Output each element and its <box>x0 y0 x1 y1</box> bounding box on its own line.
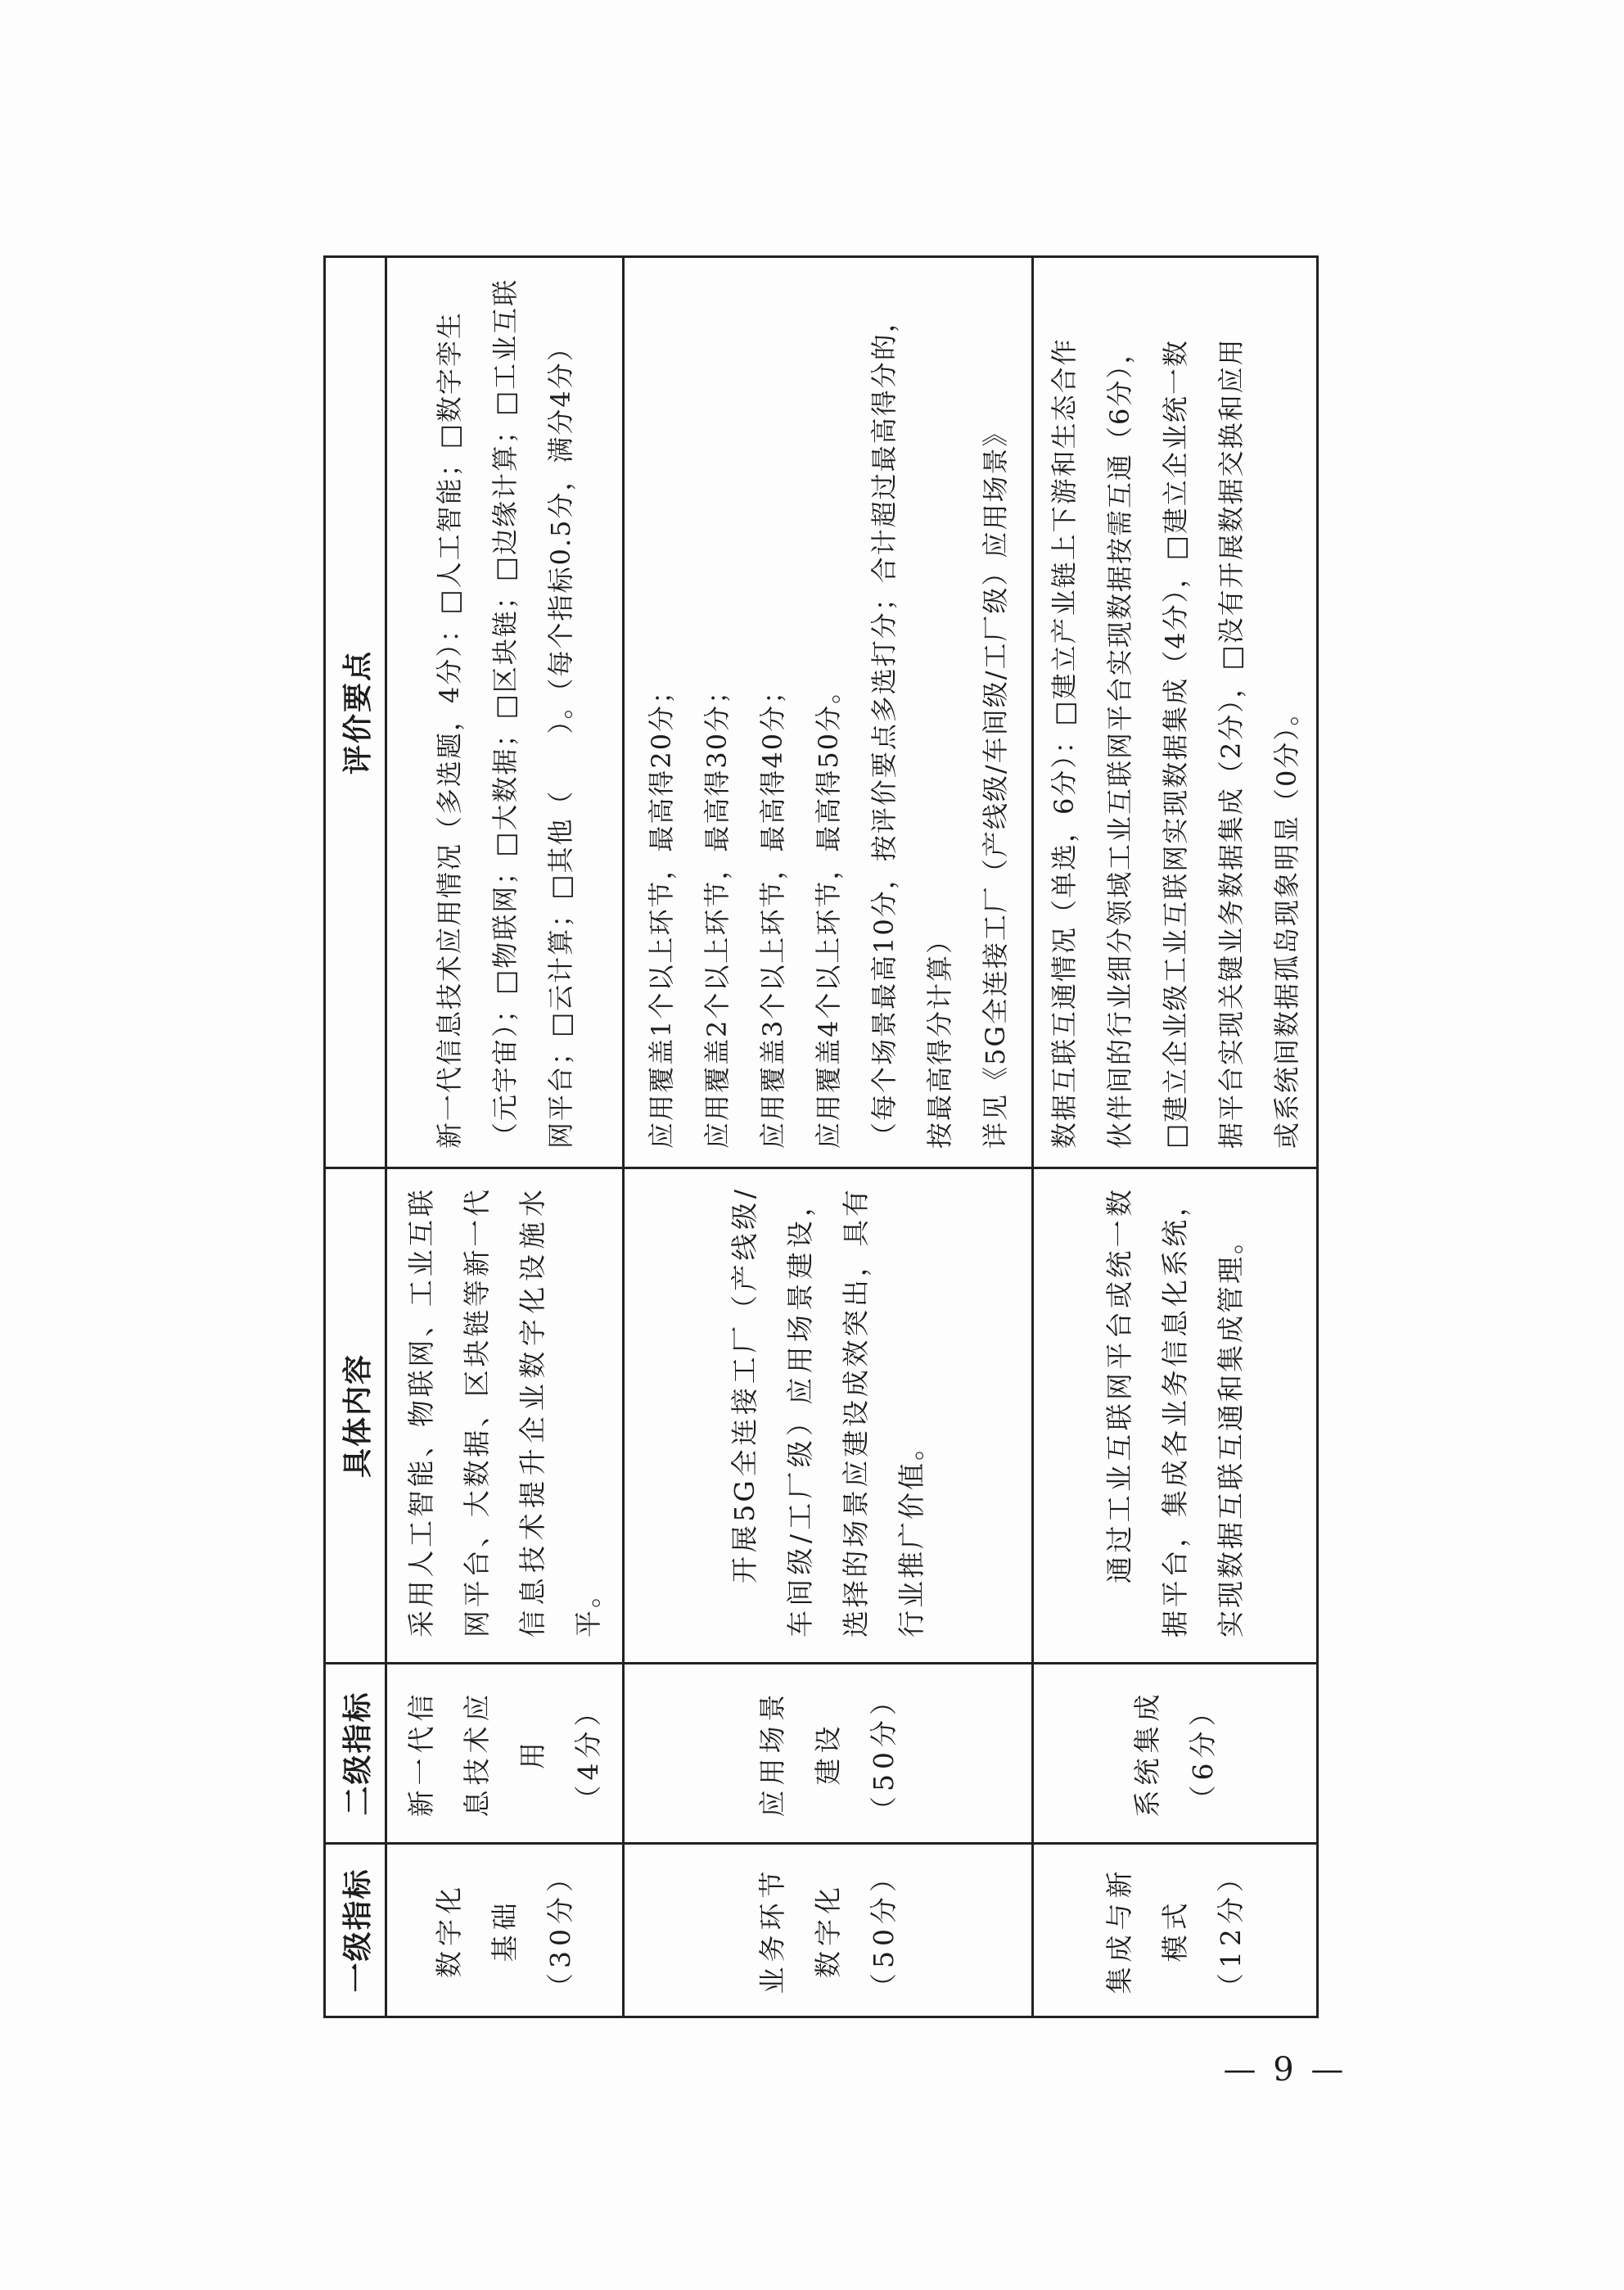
row1-level2: 新一代信 息技术应 用 （4分） <box>386 1664 624 1844</box>
evaluation-table <box>323 255 1319 2018</box>
row3-content: 通过工业互联网平台或统一数据平台，集成各业务信息化系统，实现数据互联互通和集成管理。 <box>1033 1168 1318 1664</box>
page-number: — 9 — <box>1223 2051 1347 2089</box>
table-row <box>386 257 624 2017</box>
row1-level1: 数字化 基础 （30分） <box>386 1844 624 2017</box>
table-row <box>1033 257 1318 2017</box>
row2-points: 应用覆盖1个以上环节，最高得20分； 应用覆盖2个以上环节，最高得30分； 应用覆盖3个以上环节，最高得40分； 应用覆盖4个以上环节，最高得50分。 （每个场景最高10分，按评价要点多选打分；合计超过最高得分的， 按最高得分计算） 详见《5G全连接工厂（产线级/车间级/工厂级）应用场景》 <box>624 257 1033 1168</box>
row3-points: 数据互联互通情况（单选，6分）：□建立产业链上下游和生态合作 伙伴间的行业细分领域工业互联网平台实现数据按需互通（6分）， □建立企业级工业互联网实现数据集成（4分），□建立企业统一数 据平台实现关键业务数据集成（2分），□没有开展数据交换和应用 或系统间数据孤岛现象明显（0分）。 <box>1033 257 1318 1168</box>
row2-content: 开展5G全连接工厂（产线级/车间级/工厂级）应用场景建设，选择的场景应建设成效突出，具有行业推广价值。 <box>624 1168 1033 1664</box>
row1-content: 采用人工智能、物联网、工业互联网平台、大数据、区块链等新一代信息技术提升企业数字化设施水平。 <box>386 1168 624 1664</box>
row3-level2: 系统集成 （6分） <box>1033 1664 1318 1844</box>
row2-level2: 应用场景 建设 （50分） <box>624 1664 1033 1844</box>
header-content: 具体内容 <box>325 1168 386 1664</box>
table-header-row <box>325 257 386 2017</box>
row3-level1: 集成与新 模式 （12分） <box>1033 1844 1318 2017</box>
evaluation-table-rotated <box>323 258 1314 2018</box>
header-level1: 一级指标 <box>325 1844 386 2017</box>
table-row <box>624 257 1033 2017</box>
row1-points: 新一代信息技术应用情况（多选题，4分）：□人工智能；□数字孪生 （元宇宙）；□物联网；□大数据；□区块链；□边缘计算；□工业互联 网平台；□云计算；□其他（ ）。（每个指标0.5分，满分4分） <box>386 257 624 1168</box>
header-level2: 二级指标 <box>325 1664 386 1844</box>
header-points: 评价要点 <box>325 257 386 1168</box>
row2-level1: 业务环节 数字化 （50分） <box>624 1844 1033 2017</box>
